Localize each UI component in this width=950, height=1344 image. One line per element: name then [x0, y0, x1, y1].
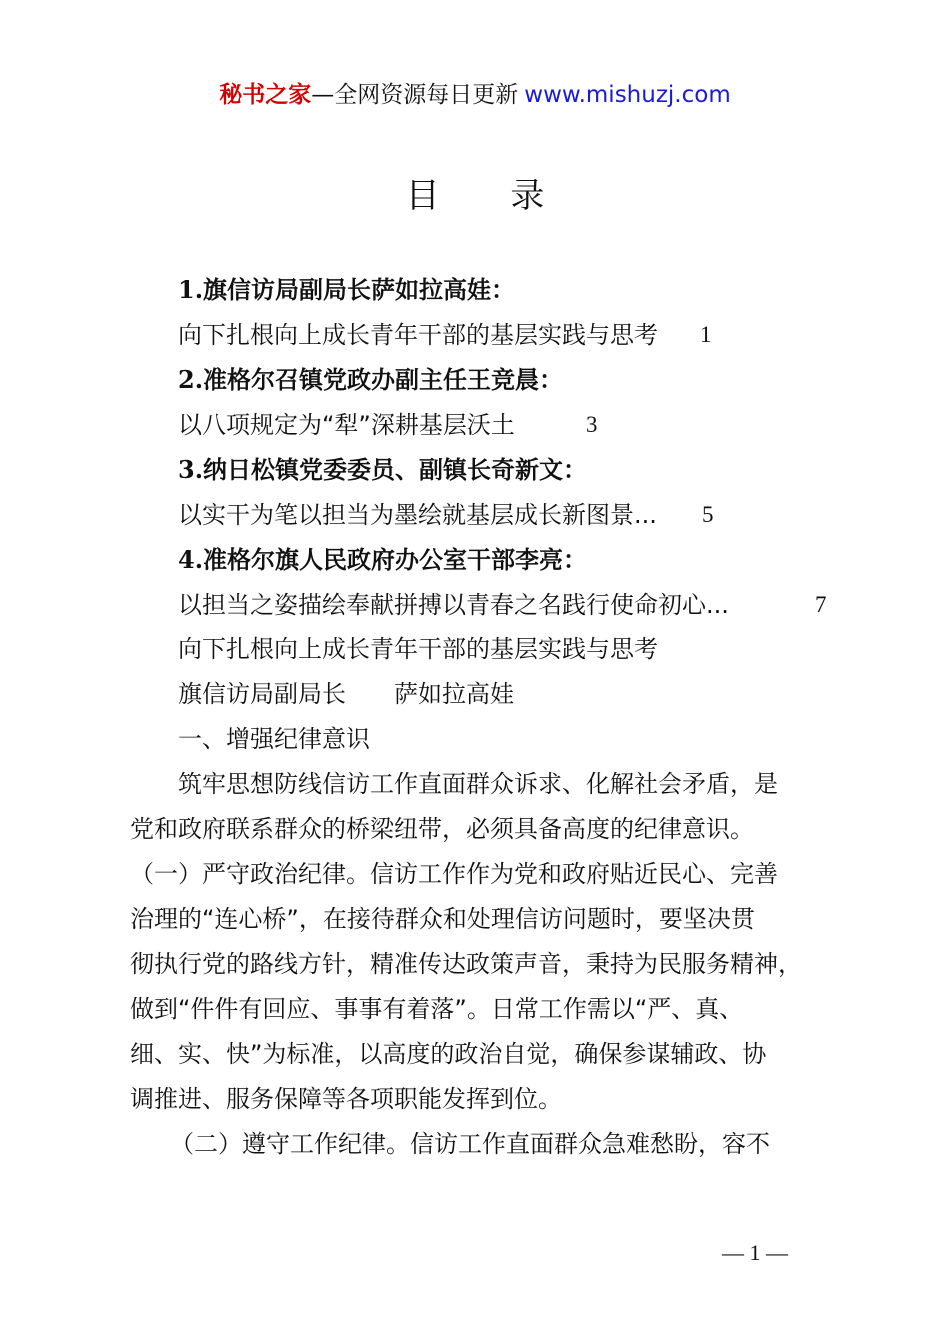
paragraph-line: 治理的“连心桥”，在接待群众和处理信访问题时，要坚决贯: [130, 905, 755, 933]
paragraph-line: 做到“件件有回应、事事有着落”。日常工作需以“严、真、: [130, 995, 744, 1023]
toc-entry-4-heading[interactable]: 4.准格尔旗人民政府办公室干部李亮：: [178, 545, 588, 574]
toc-entry-2-page: 3: [586, 412, 598, 437]
toc-entry-1-page: 1: [700, 322, 712, 347]
toc-entry-4-page: 7: [815, 592, 827, 617]
paragraph-line: 调推进、服务保障等各项职能发挥到位。: [130, 1085, 562, 1113]
article-title: 向下扎根向上成长青年干部的基层实践与思考: [178, 635, 658, 663]
toc-entry-3-title[interactable]: 以实干为笔以担当为墨绘就基层成长新图景...: [178, 501, 657, 529]
page-number: — 1 —: [722, 1240, 788, 1265]
site-url-link[interactable]: www.mishuzj.com: [524, 82, 731, 108]
paragraph-line: 党和政府联系群众的桥梁纽带，必须具备高度的纪律意识。: [130, 815, 754, 843]
section-heading-1: 一、增强纪律意识: [178, 725, 370, 753]
toc-entry-1-heading[interactable]: 1.旗信访局副局长萨如拉高娃：: [178, 275, 516, 304]
toc-entry-1-title[interactable]: 向下扎根向上成长青年干部的基层实践与思考: [178, 321, 658, 349]
toc-entry-3-page: 5: [702, 502, 714, 527]
site-banner: [0, 78, 950, 112]
article-author: 旗信访局副局长 萨如拉高娃: [178, 680, 514, 708]
paragraph-line: 筑牢思想防线信访工作直面群众诉求、化解社会矛盾，是: [178, 770, 778, 798]
paragraph-line: 细、实、快”为标准，以高度的政治自觉，确保参谋辅政、协: [130, 1040, 767, 1068]
banner-tagline: —全网资源每日更新: [311, 82, 519, 108]
toc-entry-2-heading[interactable]: 2.准格尔召镇党政办副主任王竞晨：: [178, 365, 564, 394]
toc-entry-3-heading[interactable]: 3.纳日松镇党委委员、副镇长奇新文：: [178, 455, 588, 484]
toc-entry-4-title[interactable]: 以担当之姿描绘奉献拼搏以青春之名践行使命初心...: [178, 591, 729, 619]
toc-title: 目 录: [405, 176, 575, 216]
paragraph-line: 彻执行党的路线方针，精准传达政策声音，秉持为民服务精神，: [130, 950, 802, 978]
toc-entry-2-title[interactable]: 以八项规定为“犁”深耕基层沃土: [178, 411, 515, 439]
brand-name: 秘书之家: [219, 82, 312, 108]
paragraph-line: （一）严守政治纪律。信访工作作为党和政府贴近民心、完善: [130, 860, 778, 888]
paragraph-line: （二）遵守工作纪律。信访工作直面群众急难愁盼，容不: [170, 1130, 770, 1158]
